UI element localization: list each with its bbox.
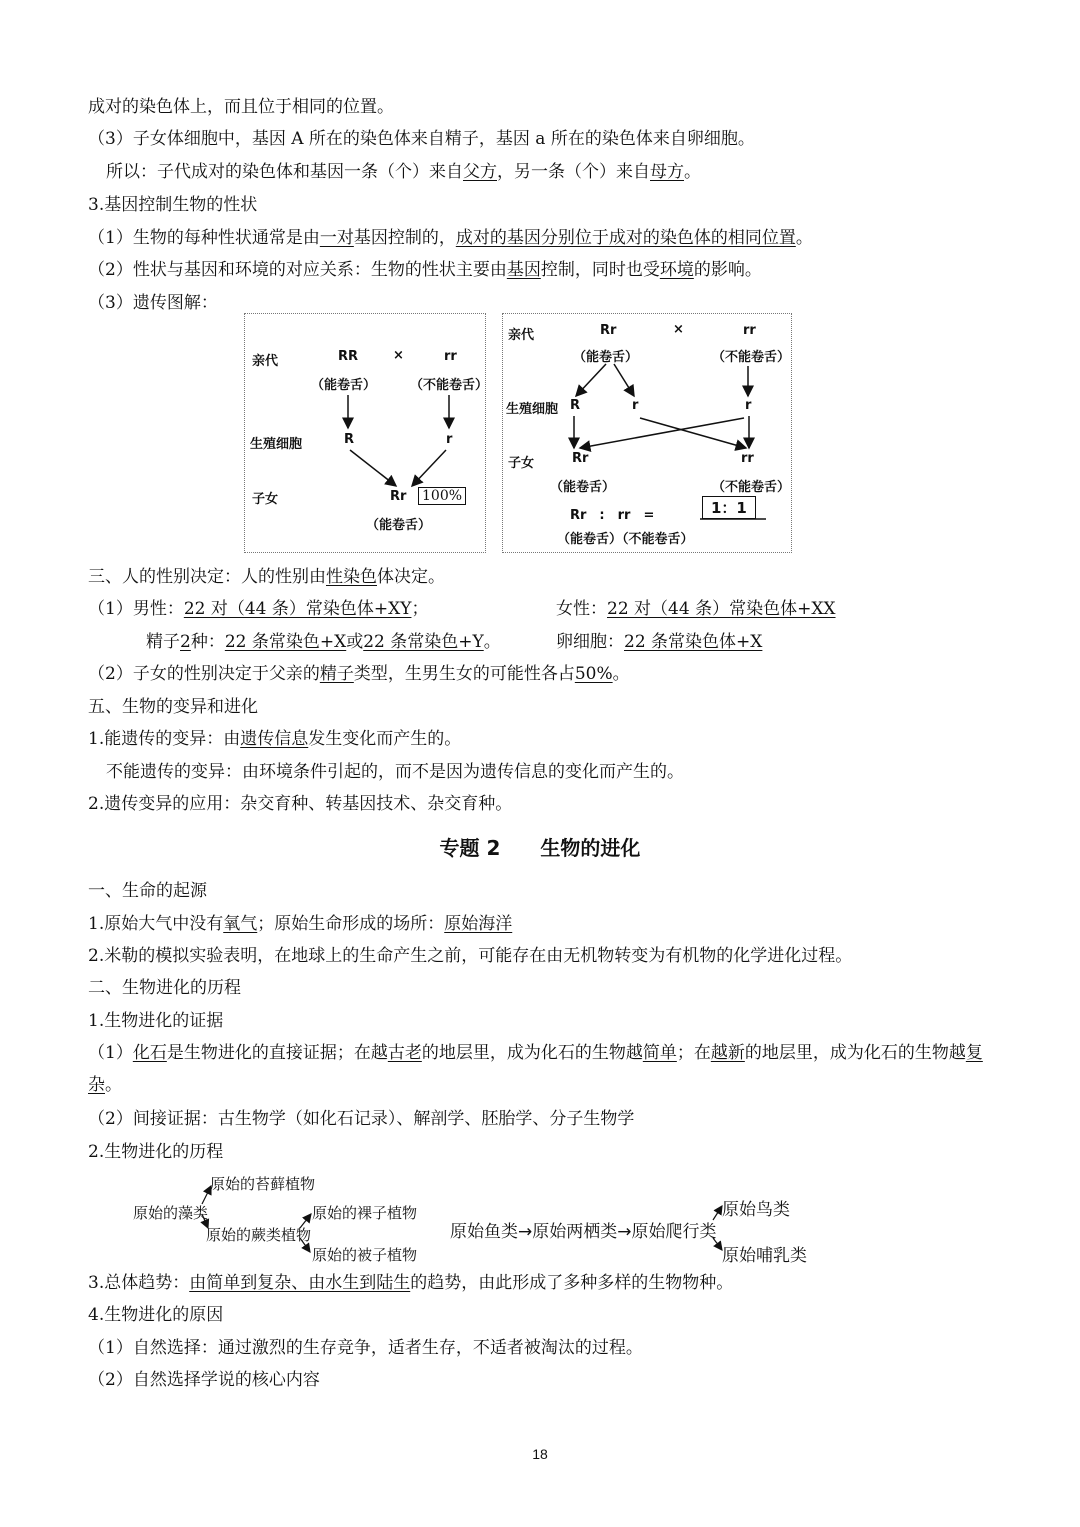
gamete: r (632, 398, 639, 413)
parent-genotype: rr (444, 349, 457, 364)
text-line: 3.总体趋势：由简单到复杂、由水生到陆生的趋势，由此形成了多种多样的生物物种。 (88, 1273, 734, 1293)
child-label: 子女 (508, 456, 535, 471)
evolution-node: 原始的蕨类植物 (206, 1226, 312, 1244)
cross-symbol: × (673, 322, 684, 337)
gamete: r (745, 398, 752, 413)
section-heading: 三、人的性别决定：人的性别由性染色体决定。 (88, 567, 445, 587)
trait-label: （能卷舌） (550, 480, 616, 495)
text-line: （2）间接证据：古生物学（如化石记录）、解剖学、胚胎学、分子生物学 (88, 1109, 635, 1129)
section-heading: 一、生命的起源 (88, 881, 207, 901)
trait-label: （能卷舌）（不能卷舌） (557, 532, 694, 547)
text-line: （1）自然选择：通过激烈的生存竞争，适者生存，不适者被淘汰的过程。 (88, 1338, 643, 1358)
section-heading: 4.生物进化的原因 (88, 1305, 224, 1325)
section-heading: 二、生物进化的历程 (88, 978, 241, 998)
page-number: 18 (532, 1446, 548, 1462)
page-title: 专题 2 生物的进化 (439, 836, 641, 860)
evolution-node: 原始的藻类 (133, 1204, 209, 1222)
parent-label: 亲代 (252, 354, 279, 369)
trait-label: （能卷舌） (366, 518, 432, 533)
evolution-node: 原始的苔藓植物 (210, 1175, 316, 1193)
trait-label: （不能卷舌） (712, 480, 791, 495)
cross-symbol: × (393, 348, 404, 363)
text-line: （2）自然选择学说的核心内容 (88, 1370, 320, 1390)
gamete: r (446, 432, 453, 447)
child-genotype: Rr (572, 451, 589, 466)
section-heading: 2.生物进化的历程 (88, 1142, 224, 1162)
child-genotype: rr (741, 451, 754, 466)
gamete: R (344, 432, 355, 447)
text-line: 1.能遗传的变异：由遗传信息发生变化而产生的。 (88, 729, 462, 749)
evolution-node: 原始哺乳类 (722, 1246, 807, 1266)
arrow (350, 450, 396, 486)
text-line: （1）生物的每种性状通常是由一对基因控制的，成对的基因分别位于成对的染色体的相同位置。 (88, 228, 813, 248)
text-line: 不能遗传的变异：由环境条件引起的，而不是因为遗传信息的变化而产生的。 (106, 762, 684, 782)
text-line: 成对的染色体上，而且位于相同的位置。 (88, 97, 394, 117)
trait-label: （能卷舌） (311, 378, 377, 393)
section-heading: 五、生物的变异和进化 (88, 697, 258, 717)
text-paragraph: （1）化石是生物进化的直接证据；在越古老的地层里，成为化石的生物越简单；在越新的地层里，成为化石的生物越复杂。 (88, 1043, 983, 1095)
text-line: 女性：22 对（44 条）常染色体+XX (556, 599, 836, 619)
arrow (576, 364, 606, 396)
child-label: 子女 (252, 492, 279, 507)
text-line: （3）遗传图解： (88, 293, 218, 313)
text-line: （1）男性：22 对（44 条）常染色体+XY； (88, 599, 429, 619)
evolution-node: 原始的裸子植物 (312, 1204, 418, 1222)
evolution-chain: 原始鱼类→原始两栖类→原始爬行类 (450, 1222, 717, 1242)
arrow (640, 418, 746, 448)
text-line: 2.米勒的模拟实验表明，在地球上的生命产生之前，可能存在由无机物转变为有机物的化学进化过程。 (88, 946, 853, 966)
section-heading: 1.生物进化的证据 (88, 1011, 224, 1031)
text-line: （2）性状与基因和环境的对应关系：生物的性状主要由基因控制，同时也受环境的影响。 (88, 260, 762, 280)
ratio-box: 100% (418, 487, 466, 505)
text-line: 2.遗传变异的应用：杂交育种、转基因技术、杂交育种。 (88, 794, 513, 814)
evolution-node: 原始鸟类 (722, 1200, 790, 1220)
text-line: 卵细胞：22 条常染色体+X (556, 632, 763, 652)
gamete: R (570, 398, 581, 413)
text-line: 1.原始大气中没有氧气；原始生命形成的场所：原始海洋 (88, 914, 513, 934)
evolution-node: 原始的被子植物 (312, 1246, 418, 1264)
arrow (580, 418, 744, 448)
trait-label: （不能卷舌） (712, 350, 791, 365)
gamete-label: 生殖细胞 (250, 437, 303, 452)
parent-genotype: Rr (600, 323, 617, 338)
trait-label: （不能卷舌） (410, 378, 489, 393)
parent-label: 亲代 (508, 328, 535, 343)
child-genotype: Rr (390, 489, 407, 504)
ratio-box: 1：1 (702, 496, 756, 519)
arrow (614, 364, 634, 396)
text-line: 所以：子代成对的染色体和基因一条（个）来自父方，另一条（个）来自母方。 (106, 162, 701, 182)
parent-genotype: rr (743, 323, 756, 338)
section-heading: 3.基因控制生物的性状 (88, 195, 258, 215)
arrow (412, 450, 446, 486)
text-line: （3）子女体细胞中，基因 A 所在的染色体来自精子，基因 a 所在的染色体来自卵细胞。 (88, 129, 755, 149)
parent-genotype: RR (338, 349, 359, 364)
trait-label: （能卷舌） (573, 350, 639, 365)
text-line: （2）子女的性别决定于父亲的精子类型，生男生女的可能性各占50%。 (88, 664, 630, 684)
ratio-expression: Rr : rr = (570, 508, 655, 523)
text-line: 精子2种：22 条常染色+X或22 条常染色+Y。 (146, 632, 501, 652)
gamete-label: 生殖细胞 (506, 402, 559, 417)
